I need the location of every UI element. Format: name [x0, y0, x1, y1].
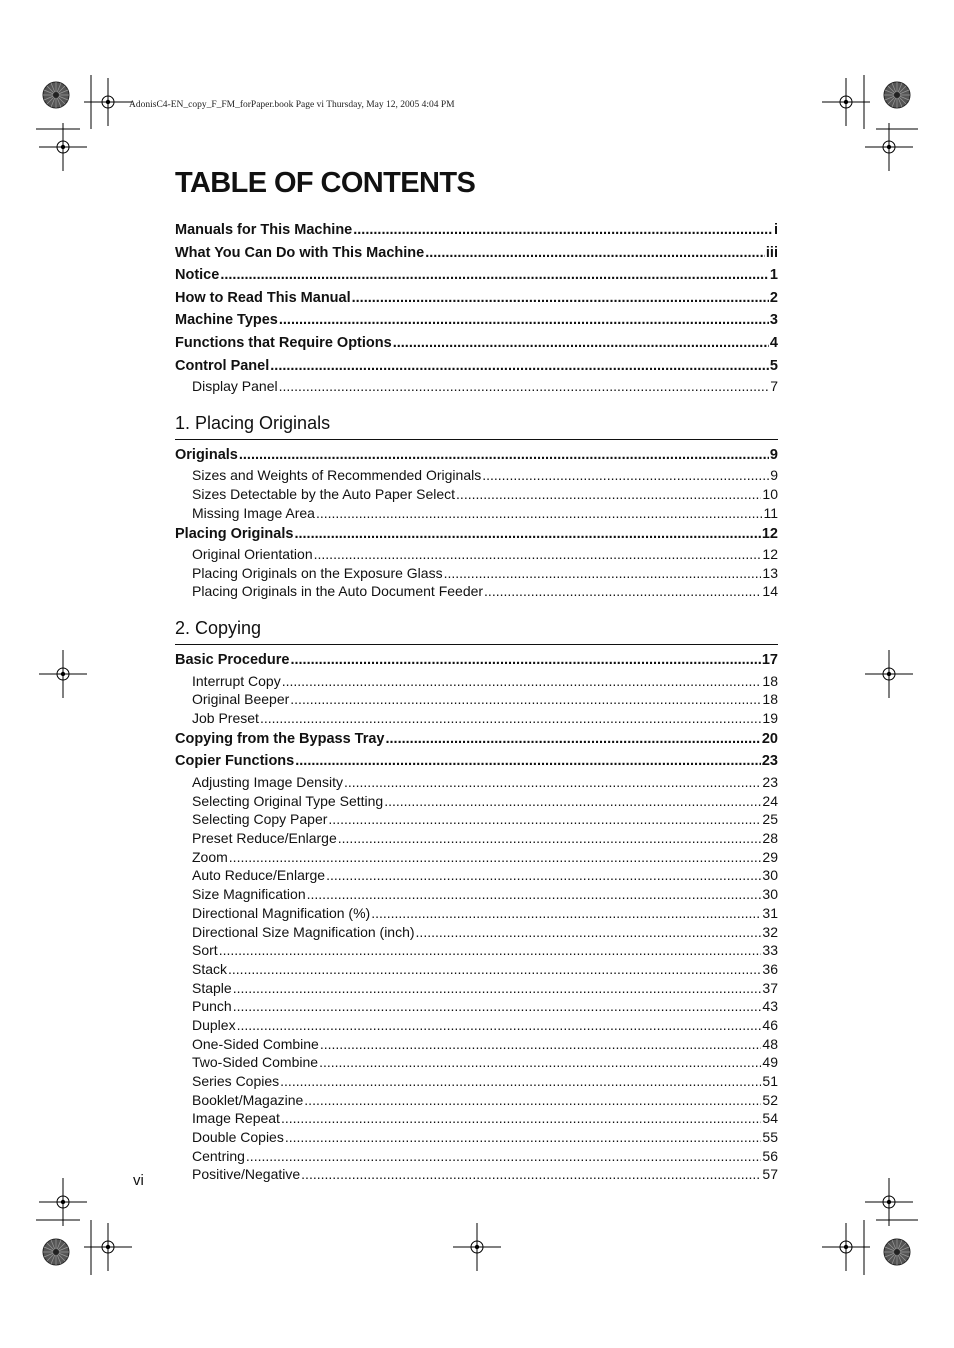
toc-entry-page: 32	[762, 923, 778, 940]
toc-entry[interactable]	[175, 219, 778, 242]
dot-leader	[316, 504, 763, 523]
toc-entry-label: Booklet/Magazine	[192, 1091, 304, 1108]
dot-leader	[482, 466, 769, 485]
toc-entry-label: Sort	[192, 942, 218, 959]
toc-entry-label: Basic Procedure	[175, 652, 290, 669]
toc-entry-page: 5	[769, 357, 778, 374]
toc-entry-label: Job Preset	[192, 710, 259, 727]
toc-entry-page: 11	[763, 504, 778, 521]
toc-entry-page: 51	[762, 1073, 778, 1089]
toc-subentry[interactable]	[175, 709, 778, 728]
dot-leader	[319, 1053, 761, 1072]
toc-entry-page: 29	[762, 848, 778, 865]
toc-entry[interactable]	[175, 750, 778, 773]
toc-subentry[interactable]	[175, 466, 778, 485]
toc-entry-page: 18	[762, 691, 778, 708]
toc-entry-label: Interrupt Copy	[192, 672, 281, 689]
toc-entry-page: 54	[762, 1110, 778, 1127]
toc-subentry[interactable]	[175, 1128, 778, 1147]
toc-entry-page: 12	[761, 525, 778, 542]
toc-entry[interactable]	[175, 264, 778, 287]
toc-entry-page: 20	[761, 730, 778, 747]
bottom-center-registration-mark	[453, 1223, 501, 1271]
bottom-right-sun-mark	[884, 1239, 910, 1265]
dot-leader	[279, 309, 769, 332]
print-slug-line: AdonisC4-EN_copy_F_FM_forPaper.book Page vi Thursday, May 12, 2005 4:04 PM	[129, 100, 455, 110]
toc-subentry[interactable]	[175, 866, 778, 885]
toc-entry-label: Zoom	[192, 848, 228, 865]
dot-leader	[353, 219, 773, 242]
toc-entry-label: Directional Size Magnification (inch)	[192, 923, 415, 940]
toc-entry-page: 36	[762, 960, 778, 977]
toc-subentry[interactable]	[175, 979, 778, 998]
toc-subentry[interactable]	[175, 1165, 778, 1184]
dot-leader	[320, 1035, 762, 1054]
toc-subentry[interactable]	[175, 792, 778, 811]
toc-entry-label: Selecting Copy Paper	[192, 811, 328, 828]
toc-entry-label: Original Beeper	[192, 691, 290, 708]
toc-entry-label: Display Panel	[192, 378, 278, 395]
dot-leader	[237, 1016, 762, 1035]
toc-entry-label: Size Magnification	[192, 886, 306, 903]
toc-entry-page: 19	[762, 710, 778, 727]
toc-entry[interactable]	[175, 309, 778, 332]
dot-leader	[425, 242, 765, 265]
dot-leader	[294, 523, 760, 546]
toc-entry-page: 1	[769, 267, 778, 284]
dot-leader	[304, 1091, 761, 1110]
toc-subentry[interactable]	[175, 848, 778, 867]
dot-leader	[328, 810, 761, 829]
toc-entry-page: 4	[769, 334, 778, 351]
toc-subentry[interactable]	[175, 904, 778, 923]
toc-subentry[interactable]	[175, 1091, 778, 1110]
toc-entry[interactable]	[175, 332, 778, 355]
dot-leader	[281, 1109, 761, 1128]
top-right-sun-mark	[884, 82, 910, 108]
toc-entry-label: Image Repeat	[192, 1110, 280, 1127]
dot-leader	[270, 355, 769, 378]
toc-subentry[interactable]	[175, 1072, 778, 1091]
toc-entry-label: Copying from the Bypass Tray	[175, 730, 385, 747]
dot-leader	[279, 377, 770, 396]
toc-entry[interactable]	[175, 242, 778, 265]
chapter-1-heading[interactable]: 1. Placing Originals	[175, 412, 778, 440]
bottom-right-registration-mark	[822, 1223, 870, 1271]
toc-entry-page: iii	[765, 244, 778, 261]
dot-leader	[393, 332, 769, 355]
dot-leader	[233, 979, 762, 998]
toc-entry-label: Manuals for This Machine	[175, 222, 353, 238]
toc-entry-page: 9	[769, 446, 778, 463]
dot-leader	[220, 264, 769, 287]
toc-subentry[interactable]	[175, 545, 778, 564]
toc-entry-page: 48	[762, 1035, 778, 1052]
dot-leader	[444, 564, 762, 583]
toc-entry-page: 17	[761, 652, 778, 669]
toc-entry-label: Positive/Negative	[192, 1166, 301, 1183]
toc-entry-label: Machine Types	[175, 312, 278, 329]
toc-subentry[interactable]	[175, 810, 778, 829]
dot-leader	[386, 728, 761, 751]
toc-entry-page: 14	[762, 583, 778, 600]
toc-entry-page: 13	[762, 564, 778, 581]
top-right-registration-mark	[822, 78, 870, 126]
toc-entry-page: 18	[762, 672, 778, 689]
toc-entry-label: Auto Reduce/Enlarge	[192, 867, 326, 884]
dot-leader	[326, 866, 761, 885]
toc-entry-label: What You Can Do with This Machine	[175, 244, 425, 261]
toc-entry-page: 33	[762, 942, 778, 959]
chapter-2-heading[interactable]: 2. Copying	[175, 617, 778, 645]
dot-leader	[338, 829, 762, 848]
toc-entry-page: i	[773, 222, 778, 238]
dot-leader	[239, 444, 769, 467]
toc-entry-label: Placing Originals on the Exposure Glass	[192, 564, 443, 581]
toc-entry-page: 2	[769, 289, 778, 306]
dot-leader	[416, 923, 762, 942]
table-of-contents	[175, 219, 778, 1184]
dot-leader	[290, 690, 761, 709]
right-lower-registration-mark	[865, 1178, 913, 1226]
toc-entry-label: Copier Functions	[175, 753, 295, 770]
toc-entry-label: Functions that Require Options	[175, 334, 392, 351]
top-left-sun-mark	[43, 82, 69, 108]
toc-entry-label: Notice	[175, 267, 220, 284]
dot-leader	[219, 941, 762, 960]
toc-entry-page: 25	[762, 811, 778, 828]
dot-leader	[285, 1128, 762, 1147]
toc-entry[interactable]	[175, 728, 778, 751]
toc-entry-label: Adjusting Image Density	[192, 774, 343, 790]
toc-entry-label: Missing Image Area	[192, 504, 315, 521]
dot-leader	[371, 904, 761, 923]
toc-subentry[interactable]	[175, 1147, 778, 1166]
toc-entry-page: 3	[769, 312, 778, 329]
dot-leader	[295, 750, 761, 773]
toc-entry-page: 46	[762, 1016, 778, 1033]
toc-entry-label: Series Copies	[192, 1073, 280, 1089]
toc-subentry[interactable]	[175, 997, 778, 1016]
dot-leader	[290, 649, 760, 672]
right-upper-registration-mark	[865, 123, 913, 171]
toc-entry-label: Stack	[192, 960, 228, 977]
toc-subentry[interactable]	[175, 1053, 778, 1072]
toc-subentry[interactable]	[175, 582, 778, 601]
toc-subentry[interactable]	[175, 377, 778, 396]
toc-entry-label: Placing Originals in the Auto Document Feeder	[192, 583, 484, 600]
toc-entry-label: Double Copies	[192, 1129, 284, 1146]
toc-entry-label: Preset Reduce/Enlarge	[192, 830, 337, 847]
toc-entry-page: 57	[762, 1166, 778, 1183]
toc-entry-page: 30	[762, 886, 778, 903]
toc-entry-page: 43	[762, 998, 778, 1015]
toc-subentry[interactable]	[175, 941, 778, 960]
left-upper-registration-mark	[39, 123, 87, 171]
toc-subentry[interactable]	[175, 1109, 778, 1128]
toc-entry-page: 30	[762, 867, 778, 884]
right-middle-registration-mark	[865, 650, 913, 698]
toc-entry-label: Centring	[192, 1147, 245, 1164]
dot-leader	[233, 997, 762, 1016]
toc-subentry[interactable]	[175, 1035, 778, 1054]
toc-entry-label: Placing Originals	[175, 525, 294, 542]
toc-entry-label: Punch	[192, 998, 232, 1015]
toc-entry-label: Control Panel	[175, 357, 270, 374]
toc-entry[interactable]	[175, 649, 778, 672]
toc-subentry[interactable]	[175, 1016, 778, 1035]
toc-entry-page: 28	[762, 830, 778, 847]
dot-leader	[484, 582, 761, 601]
dot-leader	[352, 287, 769, 310]
dot-leader	[344, 773, 761, 792]
dot-leader	[280, 1072, 761, 1091]
dot-leader	[228, 960, 761, 979]
toc-subentry[interactable]	[175, 485, 778, 504]
page-title: TABLE OF CONTENTS	[175, 167, 476, 199]
toc-entry-page: 49	[762, 1054, 778, 1071]
toc-subentry[interactable]	[175, 690, 778, 709]
toc-entry-page: 9	[770, 467, 778, 484]
toc-entry-page: 24	[762, 792, 778, 809]
toc-entry-label: Directional Magnification (%)	[192, 904, 371, 921]
toc-entry-label: Originals	[175, 446, 238, 463]
toc-entry-label: Sizes Detectable by the Auto Paper Select	[192, 486, 456, 503]
dot-leader	[246, 1147, 762, 1166]
left-middle-registration-mark	[39, 650, 87, 698]
toc-entry-page: 12	[762, 546, 778, 563]
toc-subentry[interactable]	[175, 564, 778, 583]
dot-leader	[301, 1165, 761, 1184]
toc-entry[interactable]	[175, 523, 778, 546]
toc-entry-label: One-Sided Combine	[192, 1035, 319, 1052]
toc-entry[interactable]	[175, 444, 778, 467]
toc-entry-page: 31	[762, 904, 778, 921]
toc-entry-label: Staple	[192, 979, 232, 996]
toc-entry[interactable]	[175, 355, 778, 378]
toc-entry-label: Selecting Original Type Setting	[192, 792, 384, 809]
toc-subentry[interactable]	[175, 960, 778, 979]
toc-subentry[interactable]	[175, 504, 778, 523]
toc-entry-label: How to Read This Manual	[175, 289, 351, 306]
dot-leader	[260, 709, 761, 728]
toc-entry-page: 7	[770, 378, 778, 395]
toc-subentry[interactable]	[175, 672, 778, 691]
toc-entry-label: Two-Sided Combine	[192, 1054, 319, 1071]
toc-subentry[interactable]	[175, 829, 778, 848]
toc-entry-page: 23	[762, 774, 778, 790]
dot-leader	[307, 885, 762, 904]
toc-entry-page: 10	[762, 486, 778, 503]
toc-entry-label: Duplex	[192, 1016, 236, 1033]
dot-leader	[314, 545, 762, 564]
toc-entry-page: 23	[761, 753, 778, 770]
dot-leader	[282, 672, 762, 691]
left-lower-registration-mark	[39, 1178, 87, 1226]
toc-entry-page: 56	[762, 1147, 778, 1164]
toc-entry-label: Original Orientation	[192, 546, 313, 563]
dot-leader	[456, 485, 761, 504]
toc-entry-page: 52	[762, 1091, 778, 1108]
toc-entry-page: 37	[762, 979, 778, 996]
toc-entry[interactable]	[175, 287, 778, 310]
toc-entry-label: Sizes and Weights of Recommended Originals	[192, 467, 482, 484]
toc-subentry[interactable]	[175, 773, 778, 792]
dot-leader	[229, 848, 762, 867]
bottom-left-sun-mark	[43, 1239, 69, 1265]
page-number: vi	[133, 1172, 144, 1189]
dot-leader	[384, 792, 761, 811]
toc-entry-page: 55	[762, 1129, 778, 1146]
toc-subentry[interactable]	[175, 923, 778, 942]
toc-subentry[interactable]	[175, 885, 778, 904]
